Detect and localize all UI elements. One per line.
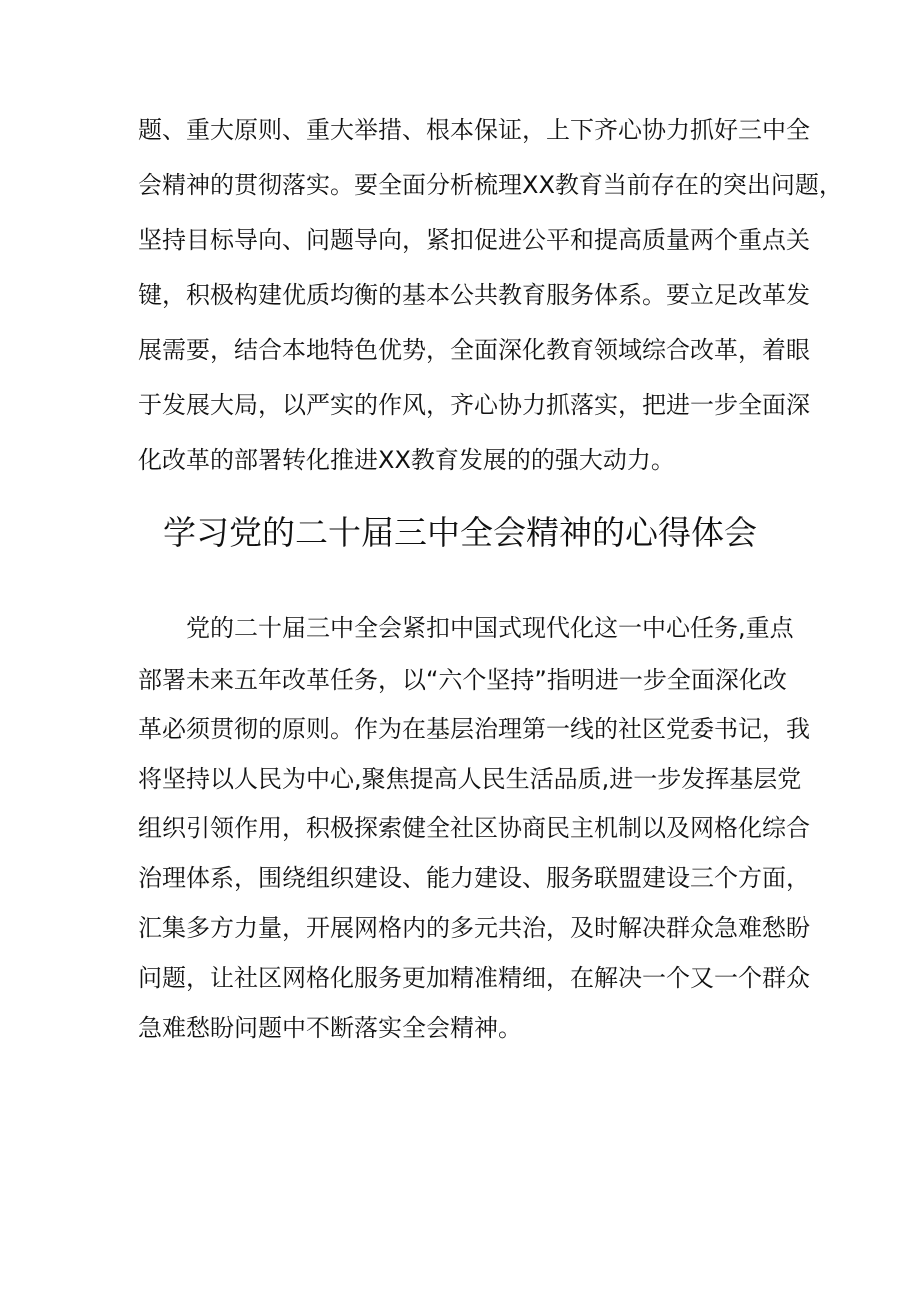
paragraph-line: 汇集多方力量，开展网格内的多元共治，及时解决群众急难愁盼 (138, 914, 810, 942)
paragraph-line: 会精神的贯彻落实。要全面分析梳理XX教育当前存在的突出问题， (138, 171, 843, 199)
section-title: 学习党的二十届三中全会精神的心得体会 (163, 513, 757, 552)
paragraph-line: 革必须贯彻的原则。作为在基层治理第一线的社区党委书记，我 (138, 715, 810, 743)
paragraph-line: 坚持目标导向、问题导向，紧扣促进公平和提高质量两个重点关 (138, 226, 810, 254)
paragraph-line: 党的二十届三中全会紧扣中国式现代化这一中心任务,重点 (138, 614, 794, 642)
paragraph-line: 展需要，结合本地特色优势，全面深化教育领域综合改革，着眼 (138, 336, 810, 364)
paragraph-line: 题、重大原则、重大举措、根本保证，上下齐心协力抓好三中全 (138, 116, 810, 144)
paragraph-line: 问题，让社区网格化服务更加精准精细，在解决一个又一个群众 (138, 964, 810, 992)
paragraph-line: 化改革的部署转化推进XX教育发展的的强大动力。 (138, 446, 675, 474)
paragraph-line: 键，积极构建优质均衡的基本公共教育服务体系。要立足改革发 (138, 281, 810, 309)
paragraph-line: 部署未来五年改革任务，以“六个坚持”指明进一步全面深化改 (138, 666, 787, 694)
paragraph-line: 组织引领作用，积极探索健全社区协商民主机制以及网格化综合 (138, 814, 810, 842)
paragraph-line: 将坚持以人民为中心,聚焦提高人民生活品质,进一步发挥基层党 (138, 765, 802, 793)
paragraph-line: 于发展大局，以严实的作风，齐心协力抓落实，把进一步全面深 (138, 391, 810, 419)
paragraph-line: 治理体系，围绕组织建设、能力建设、服务联盟建设三个方面， (138, 864, 810, 892)
paragraph-line: 急难愁盼问题中不断落实全会精神。 (138, 1014, 522, 1042)
